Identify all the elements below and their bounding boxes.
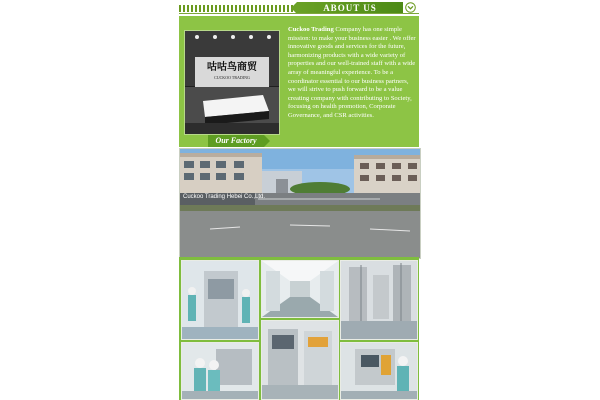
gallery-photo-capsule-machine — [181, 260, 259, 340]
header-underline — [179, 13, 419, 14]
about-text: Company has one simple mission: to make your business easier . We offer innovative goods and services for the future, harmonizing products with a wide variety of properties and our well-trained staff with a wide array of meaningful experience. To be a coordinator essential to our business partners, we will strive to push forward to be a value creating company with contributing to Society, focusing on health promotion, Corporate Governance, and CSR activities. — [288, 26, 416, 119]
tab-our-factory: Our Factory — [208, 135, 264, 147]
gallery-photo-mixing-tanks — [340, 260, 418, 340]
gallery-photo-inspection — [340, 342, 418, 400]
brand-name: Cuckoo Trading — [288, 26, 334, 33]
office-sign-chinese: 咕咕鸟商贸 — [207, 62, 257, 73]
gallery-photo-corridor — [261, 260, 339, 318]
office-sign-english: CUCKOO TRADING — [214, 75, 250, 80]
gallery-photo-control-panel — [261, 320, 339, 400]
gallery-photo-workers — [181, 342, 259, 400]
office-photo — [184, 30, 280, 135]
cleanroom-gallery — [179, 257, 419, 400]
section-header — [179, 2, 419, 14]
about-description — [288, 26, 416, 121]
gate-sign-caption: Cuckoo Trading Hebei Co.,Ltd. — [183, 194, 266, 200]
header-title: ABOUT US — [323, 3, 377, 13]
header-stripes — [179, 5, 297, 12]
factory-exterior-photo — [179, 148, 421, 259]
chevron-circle-icon[interactable] — [405, 2, 416, 13]
